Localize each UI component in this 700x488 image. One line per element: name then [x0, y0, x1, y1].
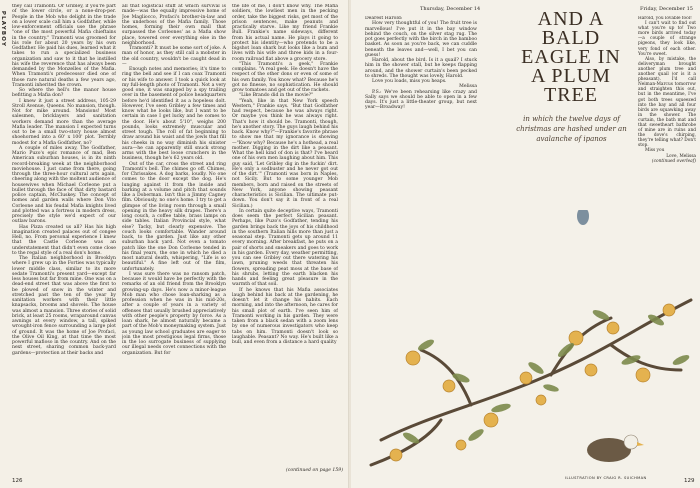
paragraph: "This Tramonti's a geek," Frankie complains. "A real geek. He doesn't have the respect of the other dons or even of some of his own family. You know what? Because he's got no finesse, no sophistication. He should grow tomatoes and get out of the rackets. [232, 61, 338, 93]
article-subtitle: in which the twelve days of christmas are hashed under an avalanche of ipanos [516, 115, 627, 143]
paragraph: A couple of miles away, The Godfather, Mario Puzo's epic romance of mad, Ben American suburban houses, is in its ninth record-breaking week at the neighborhood moviehouse. I just came from there, going through the three-hour cultural arts again, cheering along with the moltent audience of housewives when Michael Corleone put a bullet through the face of that dirty bastard police captain, McCluskey. The concept of homes and garden walls where Don Vito Corleone and his feudal Mafia knights lived and plotted was a fortress in modern dress, precisely the style we'd expect of our outlaw barons. [12, 145, 116, 225]
paragraph: "Yeah, like in that New York speech Western," Frankie says. "But that Godfather had respect, because he was always right. Or maybe you think he was always right. That's how it should be. Tramonti, though, he's another story. The guys laugh behind his back. Know why?"—Frankie's favorite phrase to show me that my ignorance is showing—"Know why? Because he's a hothead, a real mother. Digging in the dirt like a peasant. What the hell kind of don is that? I've heard one of his own men laughing about him. This guy said, 'Let Gribley dig in the fuckin' dirt. He's only a sodbuster and he never got out of the dirt.'" (Tramonti was born in Naples, not Sicily. But to some younger Mob members, born and raised on the streets of New York, anyone showing peasant characteristics is Sicilian. The ultimate put-down. You don't say it in front of a real Sicilian.) [232, 98, 338, 209]
paragraph: Love you loads, miss you heaps. [372, 79, 447, 84]
paragraph: the life of me, I don't know why. The Mafia soldiers, the lowliest men in the pecking order, take the biggest risks, get most of the prison sentences, make peanuts and practically starve. Like my friend Frankie Bull. Frankie's name sideways, different from his actual name. He plays it going to protect his identity—who pretends to be a bigshot loan shark but looks like a bum and lives with his wife and three kids in a four-room railroad flat above a grocery store. [232, 4, 338, 62]
continued-note: (continued overleaf) [651, 158, 696, 164]
paragraph: all that logistical stuff at which survival is made—was the equally impressive home of Joe Magliocco, Profaci's brother-in-law and the underboss of the Mafia family. Those homes, forming their own mall that surpassed the Corleones' as a Mafia show place, towered over everything else in the neighborhood. [122, 4, 226, 46]
section-label: PLAYBOY [0, 10, 7, 48]
paragraph: I knew it just a street address, 105-29 Stroll Avenue, Queens. No mansion, though. Not for mike around. Mansions! Most salesmen, bricklayers and sanitation workers demand more than the average Mafia leader. The mansion I expected turns out to be a small two-story house almost shoehorned into a 60' x 100' plot. Terribly modest for a Mafia Godfather, no? [12, 98, 116, 146]
salutation: Harold, you lovable fool! [638, 16, 692, 21]
article-title: AND A BALD EAGLE IN A PLUM TREE [521, 8, 621, 106]
paragraph: Enough notes and memories; it's time to ring the bell and see if I can coax Tramonti or his wife to answer. I took a quick look at my full-length photo of Tramonti. Not a very good one, it was snapped by a spy trailing over in the basement of police headquarters before he'd identified it as a hopeless dolt. However, I've seen Gribley a few times and know what he looks like, but I want to be certain in case I get lucky and he comes to the door. He's about 5'10", weighs 200 pounds, looks extremely muscular and street tough. The roll of fat beginning to draw around his waist and the jowls that fill his cheeks in no way diminish his sinister aura—he can apparently still snuck strong arms with the best loose crunchers in the business, though he's 62 years old. [122, 67, 226, 162]
paragraph: If he knows that his Mafia associates laugh behind his back at the gardening, he doesn't let it change his habits. Each morning, and into the afternoon, he cares for his small plot of earth. I've seen him of Tramonti working in his garden. They were taken from a black sedan with a zoom lens by one of numerous investigators who keep tabs on him. Tramonti doesn't look so laughable. Peasant? No way. He's built like a bull, and even from a distance a hard quality [232, 287, 338, 345]
paragraph: How very thoughtful of you! The fruit tree is marvellous! I've put it in the bay window behind the couch, on the silver stag rug. The pot goes perfectly with the birch in the bamboo basket. As soon as you're back, we can cuddle beneath the leaves and—well, I bet you can guess! [365, 21, 477, 58]
left-page [0, 0, 349, 488]
paragraph: I can't wait to find out what you're up to! Two more birds arrived today—a couple of strange pigeons, they look like, very fond of each other. You're sweet. [638, 21, 696, 57]
left-column-3 [232, 4, 338, 466]
paragraph: So where the hell's the manor house befitting a Mafia don? [12, 88, 116, 99]
paragraph: Harold, about the bird. Is it a quail? I stuck him in the shower stall, but he keeps flapping around, and the shower curtain's been pecked to shreds. The thought was lovely, Harold. [365, 58, 477, 79]
continued-note: (continued on page 159) [286, 468, 343, 473]
letter1-date: Thursday, December 14 [420, 6, 481, 12]
page-number-left: 126 [12, 478, 23, 484]
plum-tree-illustration [351, 210, 700, 480]
paragraph: Miss you [645, 148, 665, 154]
paragraph: I was sure there was no ransom patch, because it would have be perfectly with the remarks of an old friend from the Brooklyn growing-up days. He's now a minor-league Mob man who chose loan-sharking as a profession when he was in his mid-20s, after a couple of years in a variety of offenses that usually brushed appreciatively with other people's property by force. As a loan shark, he almost naturally became a part of the Mob's moneymaking system. Just as young law school graduates are eager to join the most prestigious legal firms, those in the loo surrogate business of supplying our illegal needs covet connections with the organization. But for [122, 271, 226, 356]
illustration-credit: ILLUSTRATION BY CRAIG R. SUICHMAN [565, 476, 647, 480]
paragraph: Also, by mistake, the deliveryman brought another plum tree and another quail (or is it a pheasant). I'd call Neiman-Marcus tomorrow and straighten this out, but in the meantime, I've got both trees squeezed into the bay and all four birds are squawking away in the shower. The curtain, the bath mat and that sweetheart bathrobe of mine are in ruins and the dove's chirping, they're telling what? Don't stop. [638, 56, 696, 149]
paragraph: In certain quite deceptive ways, Tramonti does seem the perfect Sicilian peasant. Perhaps, like Puzo's Godfather, tending his garden brings back the joys of his childhood in the southern Italian hills more than just a seasonal step. Tramonti gets up around 11 every morning. After breakfast, he puts on a pair of shorts and sneakers and goes to work in his garden. Every day, weather permitting, you can see Gribley out there watering his lawn, pruning weeds that threaten his flowers, spreading peat moss at the base of his shrubs, letting the earth blacken his hands and feeling great pleasure in the warmth of that soil. [232, 208, 338, 288]
bird-icon [577, 210, 589, 225]
signature: Love, Melissa [666, 153, 696, 159]
tree-branches [371, 300, 691, 465]
bald-eagle-figure [587, 435, 644, 462]
paragraph: The Italian neighborhood in Brooklyn where I grew up in the Forties was typically lower middle class, similar to its more sedate Tramonti's present yard—except far less houses but far from mine. One was on a dead-end street that was above the first to be plowed of snow in the winter and stretched past the ten of the year by sanitation workers with their little knapsacks, brooms and shovels. The house was almost a mansion. Three stories of solid brick, at least 25 rooms, wraparound canvas awnings at every window, a tall, spiked wrought-iron fence surrounding a large plot of ground. It was the home of Joe Profaci, the Olive Oil King, at that time the most powerful mafioso in the country. And on the next street, sharing common back-yard gardens—protection at their backs and [12, 256, 116, 356]
signature: Melissa [459, 84, 477, 90]
paragraph: Out of the car, cross the street and ring Tramonti's bell. The chimes go off. Chimes, for Chrissakes. A dog barks, loudly. No one comes to the door except the dog. He's lunging against it from the inside and barking at a volume and pitch that sounds like a Doberman. Isn't this a Jimmy Cagney film. Obviously, no one's home. I try to get a glimpse of the living room through a small opening in the heavy silk drapes. There's a long couch, a coffee table, brass lamps on side tables. Italian Provincial style, what else? Tacky, but clearly expensive. The couch looks comfortable. Wander around back, to the garden. Just like any other suburban back yard. Not even a tomato patch like the one Don Corleone tended in his final years, the one in which he died a most natural death, whispering, "Life is so beautiful." A fine left out of the film, unfortunately. [122, 161, 226, 272]
paragraph: Has Pizza created us all? Has his high imagination created palaces out of congee Hell, no. From personal experience I knew that the Castle Corleone was an understatement that didn't even come close to the regal style of a real don's home. [12, 224, 116, 256]
paragraph: "Like Brando did in the movie?" [239, 93, 314, 99]
page-number-right: 129 [684, 478, 695, 484]
salutation: Dearest Harold: [365, 16, 403, 21]
paragraph: Tramonti? It must be some sort of joke. A man of honor, as they still call a mobster in the old country, wouldn't be caught dead in— [122, 46, 226, 67]
letter1-body [365, 16, 477, 191]
left-column-2 [122, 4, 226, 474]
left-column-1 [12, 4, 116, 474]
paragraph: P.S.: We've been rehearsing like crazy and Sally says we should be able to open in a few days. It's just a little-theater group, but next year—Broadway! [365, 89, 477, 111]
letter2-date: Friday, December 15 [640, 6, 693, 12]
paragraph: they call Tramonti. Or Gribley, if you're part of the lower circle, or a none-drop-per. People in the Mob who delight in the trade on a lower scale call him a Godfather, while low-enforcement officials use the phrase "one of the most powerful Mafia chieftains in the country." Tramonti was groomed for his role for about 20 years by his own Godfather. He paid his dues, learned what it takes to run a specialized business organization and saw to it that he instilled his wife the reverence that has always been demanded by the Monzelles of the Mafia. When Tramonti's predecessor died one of those rare natural deaths a few years ago, Tramonti inherited the crown. [12, 4, 116, 88]
letter2-body [638, 16, 696, 191]
